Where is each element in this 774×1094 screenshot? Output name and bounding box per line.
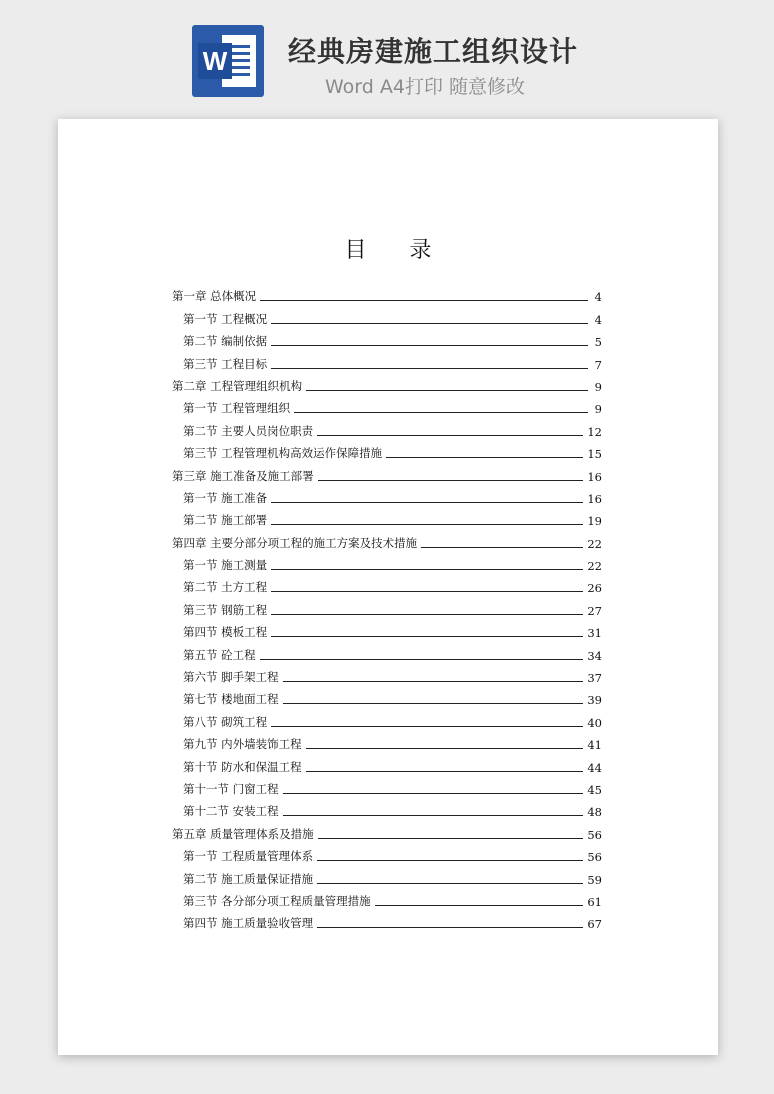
table-of-contents	[172, 282, 602, 931]
toc-page-number: 59	[587, 872, 602, 887]
toc-section-entry[interactable]	[172, 327, 602, 349]
toc-page-number: 26	[587, 581, 602, 596]
toc-entry-label: 第一章 总体概况	[172, 289, 257, 304]
toc-page-number: 15	[587, 447, 602, 462]
toc-leader-line	[271, 322, 588, 324]
toc-section-entry[interactable]	[172, 707, 602, 729]
toc-entry-label: 第一节 工程概况	[183, 311, 268, 326]
toc-entry-label: 第五节 砼工程	[183, 647, 256, 662]
toc-leader-line	[306, 770, 584, 772]
toc-entry-label: 第十二节 安装工程	[183, 804, 279, 819]
toc-entry-label: 第三节 各分部分项工程质量管理措施	[183, 893, 371, 908]
toc-page-number: 67	[587, 917, 602, 932]
toc-section-entry[interactable]	[172, 887, 602, 909]
toc-leader-line	[283, 680, 584, 682]
toc-section-entry[interactable]	[172, 416, 602, 438]
toc-page-number: 40	[587, 715, 602, 730]
toc-entry-label: 第一节 施工准备	[183, 490, 268, 505]
toc-page-number: 45	[587, 782, 602, 797]
toc-section-entry[interactable]	[172, 573, 602, 595]
toc-page-number: 16	[587, 469, 602, 484]
toc-page-number: 34	[587, 648, 602, 663]
toc-section-entry[interactable]	[172, 864, 602, 886]
toc-leader-line	[271, 635, 583, 637]
toc-entry-label: 第三节 工程管理机构高效运作保障措施	[183, 446, 383, 461]
toc-page-number: 56	[587, 827, 602, 842]
toc-entry-label: 第三节 钢筋工程	[183, 602, 268, 617]
toc-heading: 目 录	[344, 238, 450, 263]
toc-section-entry[interactable]	[172, 685, 602, 707]
toc-entry-label: 第二节 施工部署	[183, 513, 268, 528]
toc-page-number: 22	[587, 559, 602, 574]
toc-section-entry[interactable]	[172, 775, 602, 797]
toc-leader-line	[306, 747, 584, 749]
toc-section-entry[interactable]	[172, 640, 602, 662]
toc-leader-line	[271, 367, 588, 369]
toc-leader-line	[283, 814, 584, 816]
toc-chapter-entry[interactable]	[172, 372, 602, 394]
toc-page-number: 22	[587, 536, 602, 551]
toc-leader-line	[306, 389, 588, 391]
toc-page-number: 37	[587, 671, 602, 686]
toc-entry-label: 第七节 楼地面工程	[183, 692, 279, 707]
toc-leader-line	[271, 725, 583, 727]
toc-page-number: 16	[587, 491, 602, 506]
toc-page-number: 39	[587, 693, 602, 708]
toc-page-number: 4	[594, 312, 602, 327]
toc-entry-label: 第二节 主要人员岗位职责	[183, 423, 314, 438]
toc-leader-line	[283, 702, 584, 704]
toc-chapter-entry[interactable]	[172, 819, 602, 841]
toc-entry-label: 第四节 施工质量验收管理	[183, 916, 314, 931]
toc-section-entry[interactable]	[172, 551, 602, 573]
toc-chapter-entry[interactable]	[172, 461, 602, 483]
toc-leader-line	[271, 523, 583, 525]
toc-chapter-entry[interactable]	[172, 282, 602, 304]
toc-leader-line	[271, 590, 583, 592]
toc-entry-label: 第二节 施工质量保证措施	[183, 871, 314, 886]
word-document-icon	[192, 25, 264, 97]
toc-leader-line	[260, 658, 584, 660]
toc-page-number: 44	[587, 760, 602, 775]
toc-section-entry[interactable]	[172, 797, 602, 819]
toc-entry-label: 第一节 施工测量	[183, 558, 268, 573]
toc-section-entry[interactable]	[172, 595, 602, 617]
toc-page-number: 61	[587, 894, 602, 909]
header	[0, 0, 774, 118]
toc-entry-label: 第一节 工程管理组织	[183, 401, 291, 416]
toc-leader-line	[318, 837, 584, 839]
document-page	[58, 119, 718, 1055]
toc-chapter-entry[interactable]	[172, 528, 602, 550]
toc-page-number: 48	[587, 805, 602, 820]
toc-section-entry[interactable]	[172, 394, 602, 416]
toc-entry-label: 第二节 编制依据	[183, 334, 268, 349]
toc-section-entry[interactable]	[172, 618, 602, 640]
toc-entry-label: 第一节 工程质量管理体系	[183, 849, 314, 864]
toc-page-number: 56	[587, 850, 602, 865]
toc-entry-label: 第九节 内外墙装饰工程	[183, 737, 302, 752]
toc-leader-line	[271, 568, 583, 570]
toc-section-entry[interactable]	[172, 730, 602, 752]
toc-page-number: 19	[587, 514, 602, 529]
toc-leader-line	[318, 479, 584, 481]
toc-entry-label: 第十节 防水和保温工程	[183, 759, 302, 774]
toc-leader-line	[271, 613, 583, 615]
toc-section-entry[interactable]	[172, 484, 602, 506]
toc-leader-line	[271, 344, 588, 346]
toc-section-entry[interactable]	[172, 506, 602, 528]
toc-section-entry[interactable]	[172, 752, 602, 774]
toc-entry-label: 第三章 施工准备及施工部署	[172, 468, 314, 483]
page-title: 经典房建施工组织设计	[288, 35, 579, 68]
toc-leader-line	[271, 501, 583, 503]
toc-entry-label: 第二节 土方工程	[183, 580, 268, 595]
toc-entry-label: 第十一节 门窗工程	[183, 781, 279, 796]
toc-page-number: 27	[587, 603, 602, 618]
toc-page-number: 9	[594, 402, 602, 417]
toc-section-entry[interactable]	[172, 842, 602, 864]
toc-page-number: 41	[587, 738, 602, 753]
toc-entry-label: 第二章 工程管理组织机构	[172, 378, 303, 393]
toc-section-entry[interactable]	[172, 663, 602, 685]
page-subtitle: Word A4打印 随意修改	[325, 76, 526, 98]
toc-leader-line	[421, 546, 583, 548]
toc-section-entry[interactable]	[172, 439, 602, 461]
toc-page-number: 12	[587, 424, 602, 439]
toc-page-number: 5	[594, 335, 602, 350]
toc-entry-label: 第四章 主要分部分项工程的施工方案及技术措施	[172, 535, 418, 550]
toc-page-number: 4	[594, 290, 602, 305]
toc-leader-line	[375, 904, 584, 906]
toc-entry-label: 第四节 模板工程	[183, 625, 268, 640]
toc-entry-label: 第六节 脚手架工程	[183, 670, 279, 685]
toc-entry-label: 第八节 砌筑工程	[183, 714, 268, 729]
toc-leader-line	[283, 792, 584, 794]
toc-leader-line	[317, 882, 583, 884]
toc-leader-line	[386, 456, 583, 458]
toc-section-entry[interactable]	[172, 304, 602, 326]
toc-section-entry[interactable]	[172, 349, 602, 371]
toc-leader-line	[294, 411, 588, 413]
toc-leader-line	[260, 299, 588, 301]
toc-section-entry[interactable]	[172, 909, 602, 931]
toc-leader-line	[317, 434, 583, 436]
toc-leader-line	[317, 926, 583, 928]
toc-page-number: 7	[594, 357, 602, 372]
toc-page-number: 9	[594, 379, 602, 394]
toc-leader-line	[317, 859, 583, 861]
toc-page-number: 31	[587, 626, 602, 641]
toc-entry-label: 第三节 工程目标	[183, 356, 268, 371]
toc-entry-label: 第五章 质量管理体系及措施	[172, 826, 314, 841]
word-letter: W	[198, 43, 232, 79]
